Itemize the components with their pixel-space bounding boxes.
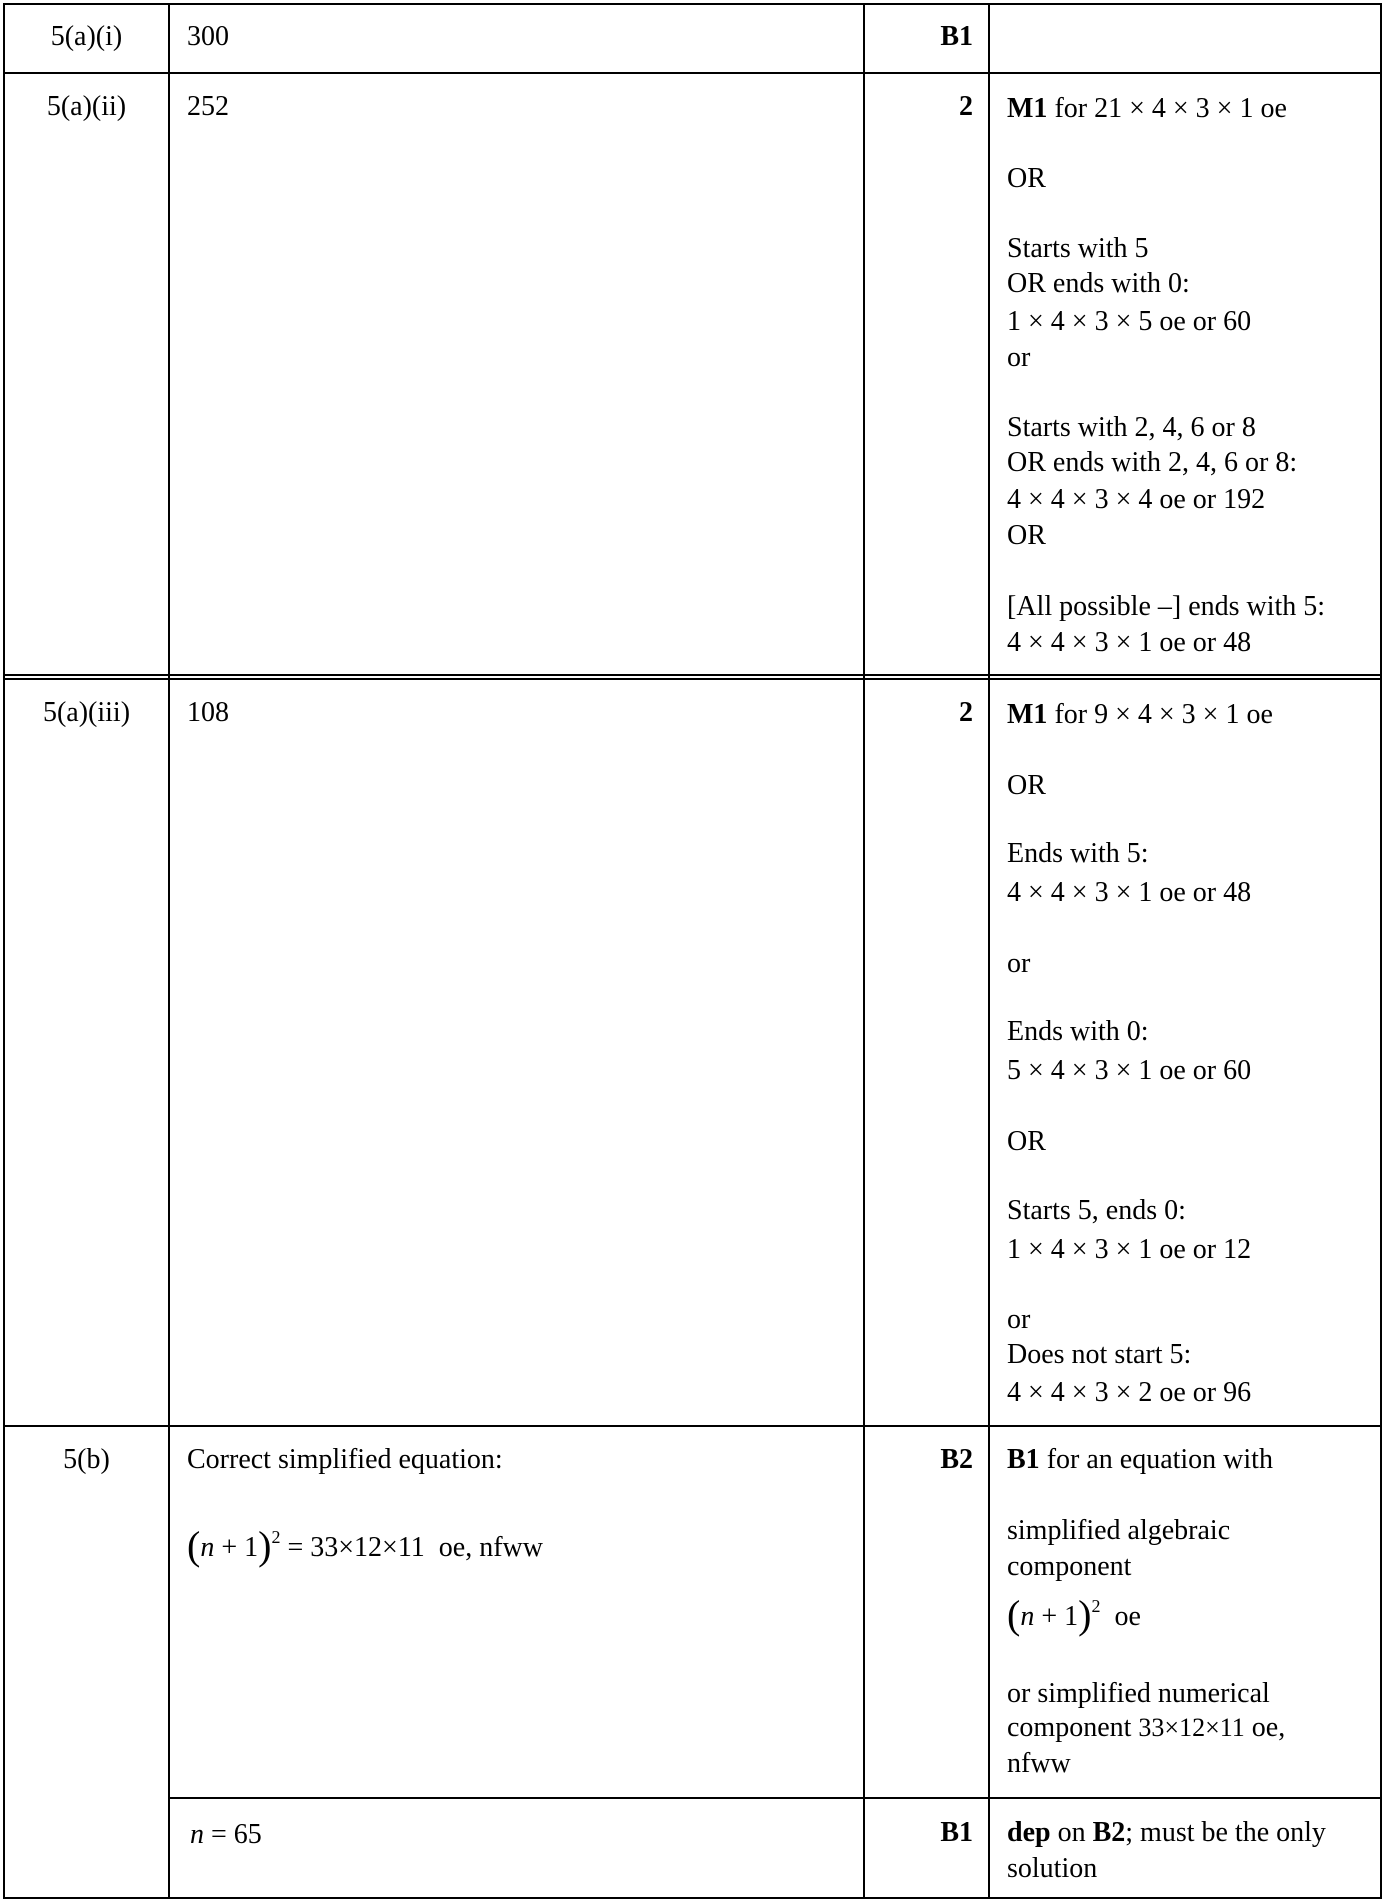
answer-text: 300 (187, 21, 229, 52)
row-rule (3, 72, 1382, 74)
answer-text: n = 65 (190, 1819, 262, 1850)
marks: B1 (940, 1817, 973, 1848)
question-number: 5(a)(iii) (42, 697, 131, 728)
guidance-line: 4 × 4 × 3 × 2 oe or 96 (1007, 1377, 1252, 1408)
guidance-line: Does not start 5: (1007, 1339, 1192, 1370)
mark-code: M1 (1007, 93, 1048, 124)
guidance-line: component (1007, 1551, 1132, 1582)
guidance-line: 4 × 4 × 3 × 1 oe or 48 (1007, 877, 1252, 908)
row-rule (3, 3, 1382, 5)
guidance-line: OR (1007, 770, 1046, 801)
guidance-line: 5 × 4 × 3 × 1 oe or 60 (1007, 1055, 1252, 1086)
answer-text: Correct simplified equation: (187, 1444, 503, 1475)
marks: 2 (959, 697, 973, 728)
row-rule (3, 674, 1382, 676)
guidance-line: OR (1007, 1126, 1046, 1157)
guidance-line: or (1007, 1304, 1031, 1335)
question-number: 5(a)(i) (50, 21, 123, 52)
question-number: 5(b) (63, 1444, 110, 1475)
mark-code: B1 (1007, 1444, 1040, 1475)
question-number: 5(a)(ii) (46, 91, 127, 122)
row-rule (3, 1897, 1382, 1899)
answer-text: 108 (187, 697, 229, 728)
guidance-line: Ends with 5: (1007, 838, 1149, 869)
column-rule (1380, 3, 1382, 1899)
mark-code: M1 (1007, 699, 1048, 730)
guidance-line: simplified algebraic (1007, 1515, 1231, 1546)
guidance-line: Starts with 5 (1007, 233, 1149, 264)
guidance-line: 1 × 4 × 3 × 1 oe or 12 (1007, 1234, 1252, 1265)
row-rule (3, 1425, 1382, 1427)
guidance-line: OR (1007, 163, 1046, 194)
marks: B2 (940, 1444, 973, 1475)
guidance-line: OR (1007, 520, 1046, 551)
guidance-line: OR ends with 0: (1007, 268, 1190, 299)
mark-code: B2 (1092, 1817, 1126, 1848)
guidance-line: B1 for an equation with (1007, 1444, 1273, 1475)
answer-text: 252 (187, 91, 229, 122)
column-rule (3, 3, 5, 1899)
guidance-line: M1 for 9 × 4 × 3 × 1 oe (1007, 699, 1273, 730)
guidance-line: M1 for 21 × 4 × 3 × 1 oe (1007, 93, 1287, 124)
guidance-line: Starts 5, ends 0: (1007, 1195, 1186, 1226)
numerical-component: 33×12×11 (1138, 1713, 1245, 1742)
guidance-line: Starts with 2, 4, 6 or 8 (1007, 412, 1256, 443)
row-rule (3, 678, 1382, 680)
guidance-line: [All possible –] ends with 5: (1007, 591, 1326, 622)
row-rule (168, 1797, 1382, 1799)
guidance-line: 4 × 4 × 3 × 4 oe or 192 (1007, 484, 1266, 515)
guidance-line: nfww (1007, 1748, 1071, 1779)
equation: $(n + 1)^2 = 33\times 12\times 11$ oe, nfww (187, 1523, 543, 1568)
guidance-line: dep on B2; must be the only (1007, 1817, 1326, 1848)
guidance-line: component 33×12×11 oe, (1007, 1712, 1286, 1743)
guidance-line: Ends with 0: (1007, 1016, 1149, 1047)
guidance-line: or (1007, 342, 1031, 373)
guidance-line: 1 × 4 × 3 × 5 oe or 60 (1007, 306, 1252, 337)
guidance-line: 4 × 4 × 3 × 1 oe or 48 (1007, 627, 1252, 658)
marks: 2 (959, 91, 973, 122)
guidance-line: OR ends with 2, 4, 6 or 8: (1007, 447, 1298, 478)
column-rule (863, 3, 865, 1899)
guidance-expression: $(n + 1)^2$ oe (1007, 1592, 1141, 1637)
guidance-line: or simplified numerical (1007, 1678, 1270, 1709)
column-rule (988, 3, 990, 1899)
column-rule (168, 3, 170, 1899)
guidance-line: solution (1007, 1853, 1098, 1884)
mark-code: dep (1007, 1817, 1051, 1848)
marks: B1 (940, 21, 973, 52)
guidance-line: or (1007, 948, 1031, 979)
